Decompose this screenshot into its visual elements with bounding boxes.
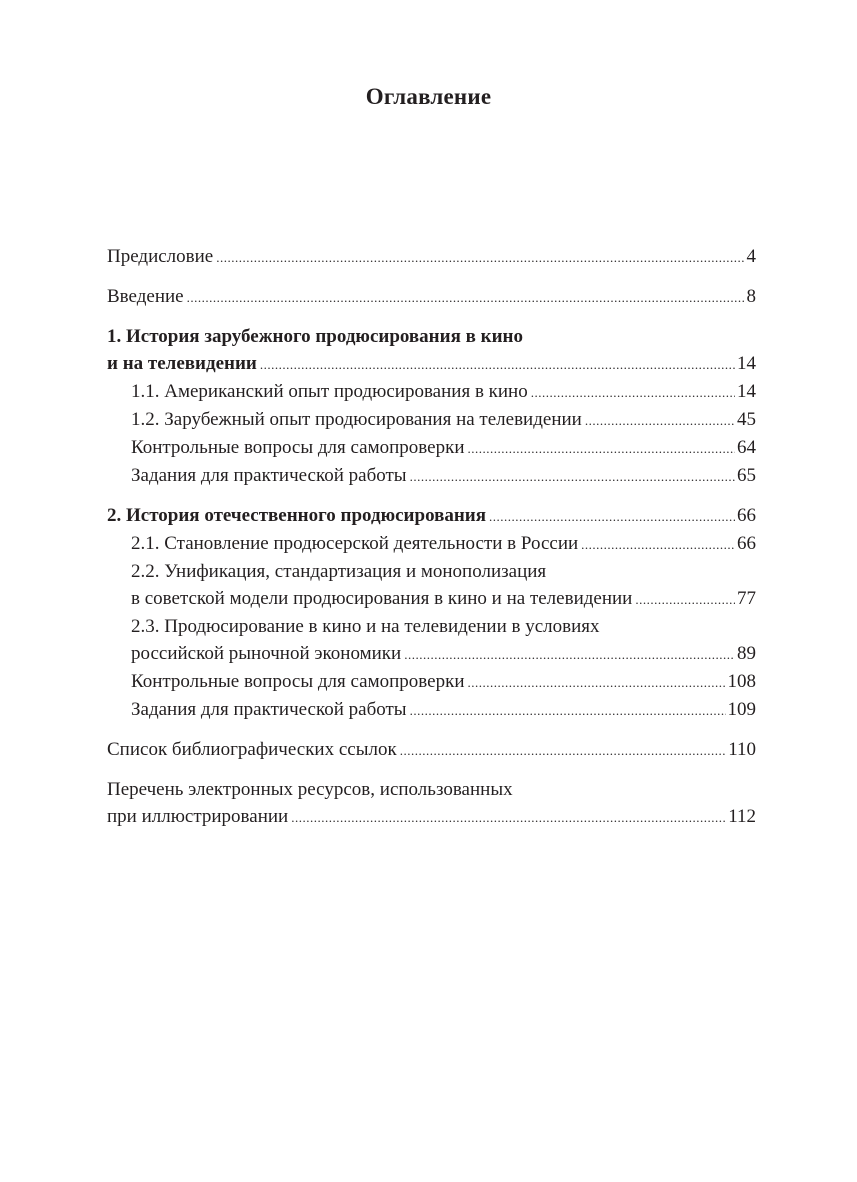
- toc-page-number: 4: [746, 246, 756, 267]
- dot-leader: [585, 407, 735, 434]
- toc-entry-label: Задания для практической работы: [131, 699, 407, 720]
- toc-entry-preface[interactable]: [107, 243, 756, 271]
- dot-leader: [468, 435, 736, 462]
- dot-leader: [489, 503, 735, 530]
- toc-entry-label: Список библиографических ссылок: [107, 739, 397, 760]
- toc-page-number: 14: [737, 353, 756, 374]
- dot-leader: [468, 669, 726, 696]
- dot-leader: [216, 244, 744, 271]
- toc-section-1-2[interactable]: [107, 406, 756, 434]
- toc-page-number: 65: [737, 465, 756, 486]
- toc-page-number: 14: [737, 381, 756, 402]
- toc-page-number: 66: [737, 533, 756, 554]
- toc-entry-label-continued: российской рыночной экономики: [131, 643, 402, 664]
- toc-page-number: 112: [728, 806, 756, 827]
- toc-entry-label: 2.1. Становление продюсерской деятельности в России: [131, 533, 579, 554]
- toc-section-2-1[interactable]: [107, 530, 756, 558]
- toc-section-2-2[interactable]: [107, 558, 756, 613]
- toc-section-1-tasks[interactable]: [107, 462, 756, 490]
- dot-leader: [400, 737, 727, 764]
- toc-page-number: 8: [746, 286, 756, 307]
- dot-leader: [404, 641, 735, 668]
- dot-leader: [187, 284, 745, 311]
- toc-entry-label: 1.1. Американский опыт продюсирования в кино: [131, 381, 528, 402]
- toc-page-number: 110: [728, 739, 756, 760]
- toc-entry-label: Контрольные вопросы для самопроверки: [131, 671, 465, 692]
- toc-entry-introduction[interactable]: [107, 283, 756, 311]
- dot-leader: [581, 531, 735, 558]
- toc-section-2-3[interactable]: [107, 613, 756, 668]
- toc-entry-label: Введение: [107, 286, 184, 307]
- toc-page-number: 45: [737, 409, 756, 430]
- dot-leader: [635, 586, 735, 613]
- toc-entry-bibliography[interactable]: [107, 736, 756, 764]
- toc-entry-label: Перечень электронных ресурсов, использованных: [107, 779, 513, 800]
- toc-chapter-title-continued: и на телевидении: [107, 353, 257, 374]
- toc-chapter-title: 2. История отечественного продюсирования: [107, 505, 487, 526]
- toc-entry-label: Предисловие: [107, 246, 214, 267]
- toc-section-1-1[interactable]: [107, 378, 756, 406]
- toc-chapter-1[interactable]: [107, 323, 756, 378]
- dot-leader: [291, 804, 726, 831]
- dot-leader: [410, 697, 726, 724]
- toc-page-number: 89: [737, 643, 756, 664]
- toc-page-number: 109: [727, 699, 756, 720]
- dot-leader: [260, 351, 735, 378]
- toc-chapter-2[interactable]: [107, 502, 756, 530]
- toc-page-number: 108: [727, 671, 756, 692]
- dot-leader: [410, 463, 735, 490]
- page-title: Оглавление: [365, 84, 492, 109]
- dot-leader: [531, 379, 735, 406]
- toc-entry-label: 1.2. Зарубежный опыт продюсирования на телевидении: [131, 409, 582, 430]
- toc-chapter-title: 1. История зарубежного продюсирования в кино: [107, 326, 523, 347]
- table-of-contents: [107, 243, 756, 831]
- toc-page-number: 77: [737, 588, 756, 609]
- toc-section-2-tasks[interactable]: [107, 696, 756, 724]
- toc-section-1-questions[interactable]: [107, 434, 756, 462]
- toc-entry-resources[interactable]: [107, 776, 756, 831]
- toc-entry-label: Контрольные вопросы для самопроверки: [131, 437, 465, 458]
- toc-page-number: 64: [737, 437, 756, 458]
- toc-entry-label-continued: в советской модели продюсирования в кино и на телевидении: [131, 588, 633, 609]
- toc-section-2-questions[interactable]: [107, 668, 756, 696]
- toc-entry-label: Задания для практической работы: [131, 465, 407, 486]
- toc-entry-label: 2.3. Продюсирование в кино и на телевидении в условиях: [131, 616, 600, 637]
- toc-entry-label: 2.2. Унификация, стандартизация и монополизация: [131, 561, 547, 582]
- toc-entry-label-continued: при иллюстрировании: [107, 806, 289, 827]
- toc-page-number: 66: [737, 505, 756, 526]
